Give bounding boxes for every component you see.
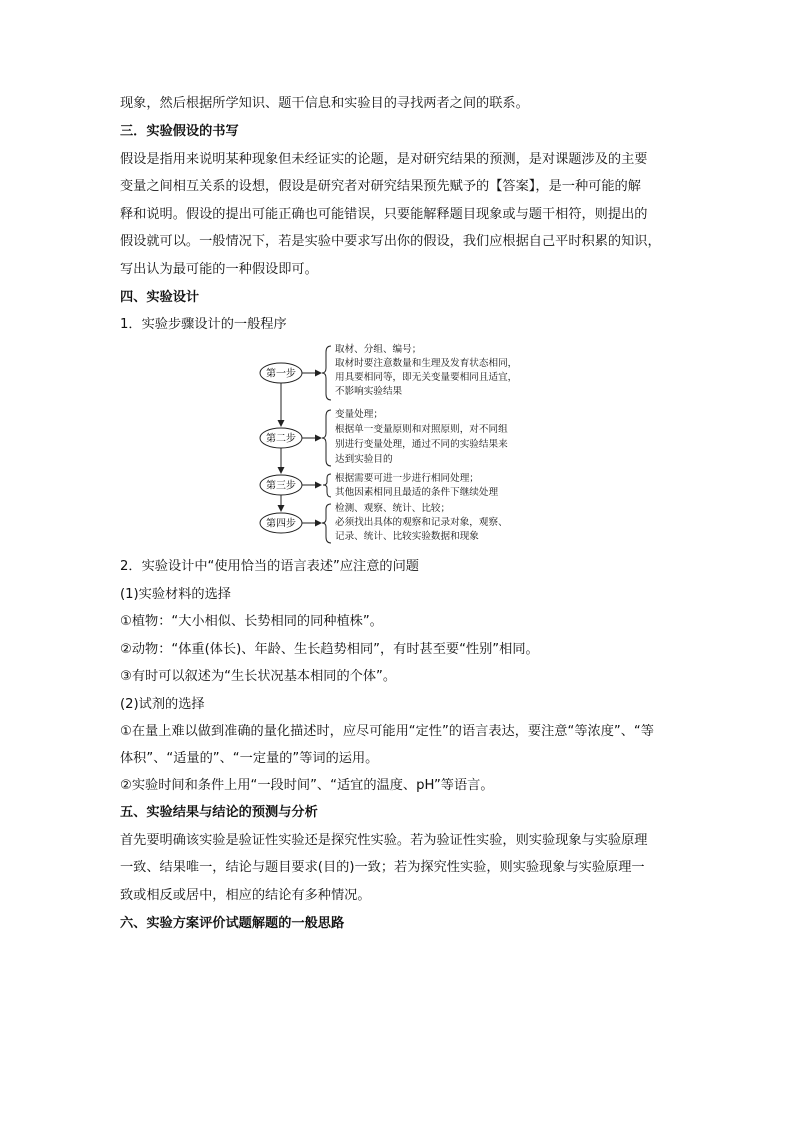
brace-icon (323, 474, 331, 497)
section-5-heading: 五、实验结果与结论的预测与分析 (120, 805, 318, 820)
step-1-text: 取材、分组、编号； (335, 344, 422, 355)
section-4-item: ②动物：“体重(体长)、年龄、生长趋势相同”，有时甚至要“性别”相同。 (120, 642, 539, 657)
step-4-text: 检测、观察、统计、比较； (335, 503, 451, 514)
section-4-item: ③有时可以叙述为“生长状况基本相同的个体”。 (120, 669, 397, 684)
section-3-line: 释和说明。假设的提出可能正确也可能错误，只要能解释题目现象或与题干相符，则提出的 (120, 207, 648, 222)
section-5-line: 首先要明确该实验是验证性实验还是探究性实验。若为验证性实验，则实验现象与实验原理 (120, 833, 648, 848)
step-2-text: 别进行变量处理，通过不同的实验结果来 (335, 439, 508, 450)
section-4-item: ①植物：“大小相似、长势相同的同种植株”。 (120, 614, 383, 629)
brace-icon (322, 504, 331, 543)
section-5-line: 致或相反或居中，相应的结论有多种情况。 (120, 888, 371, 903)
section-4-subheading-1: 1．实验步骤设计的一般程序 (120, 317, 287, 332)
step-4-text: 必须找出具体的观察和记录对象，观察、 (335, 517, 508, 528)
section-3-line: 假设是指用来说明某种现象但未经证实的论题，是对研究结果的预测，是对课题涉及的主要 (120, 152, 648, 167)
section-3-line: 写出认为最可能的一种假设即可。 (120, 262, 318, 277)
experiment-procedure-flowchart (255, 340, 555, 550)
step-3-label: 第三步 (266, 480, 296, 492)
section-5-line: 一致、结果唯一，结论与题目要求(目的)一致；若为探究性实验，则实验现象与实验原理一 (120, 860, 645, 875)
section-4-item: 体积”、“适量的”、“一定量的”等词的运用。 (120, 751, 379, 766)
step-3-text: 根据需要可进一步进行相同处理； (335, 473, 479, 484)
section-4-item: (2)试剂的选择 (120, 697, 205, 712)
section-6-heading: 六、实验方案评价试题解题的一般思路 (120, 916, 345, 931)
section-3-heading: 三．实验假设的书写 (120, 124, 239, 139)
brace-icon (322, 346, 331, 400)
step-3-text: 其他因素相同且最适的条件下继续处理 (335, 487, 499, 498)
step-4-label: 第四步 (266, 518, 296, 530)
step-2-text: 达到实验目的 (335, 454, 393, 465)
step-2-label: 第二步 (266, 433, 296, 445)
section-4-item: ②实验时间和条件上用“一段时间”、“适宜的温度、pH”等语言。 (120, 778, 494, 793)
step-2-text: 变量处理； (335, 409, 383, 420)
step-2-text: 根据单一变量原则和对照原则，对不同组 (335, 424, 508, 435)
section-3-line: 变量之间相互关系的设想，假设是研究者对研究结果预先赋予的【答案】，是一种可能的解 (120, 179, 641, 194)
section-4-item: ①在量上难以做到准确的量化描述时，应尽可能用“定性”的语言表达，要注意“等浓度”、“等 (120, 724, 654, 739)
step-4-text: 记录、统计、比较实验数据和现象 (335, 531, 479, 542)
step-1-text: 取材时要注意数量和生理及发育状态相同， (335, 358, 518, 369)
section-4-item: (1)实验材料的选择 (120, 587, 231, 602)
intro-paragraph-tail: 现象，然后根据所学知识、题干信息和实验目的寻找两者之间的联系。 (120, 96, 529, 111)
section-3-line: 假设就可以。一般情况下，若是实验中要求写出你的假设，我们应根据自己平时积累的知识， (120, 234, 661, 249)
section-4-heading: 四、实验设计 (120, 290, 200, 305)
step-1-label: 第一步 (266, 368, 296, 380)
step-1-text: 不影响实验结果 (335, 386, 403, 397)
brace-icon (322, 410, 331, 466)
step-1-text: 用具要相同等，即无关变量要相同且适宜， (335, 372, 518, 383)
section-4-subheading-2: 2．实验设计中“使用恰当的语言表述”应注意的问题 (120, 559, 419, 574)
